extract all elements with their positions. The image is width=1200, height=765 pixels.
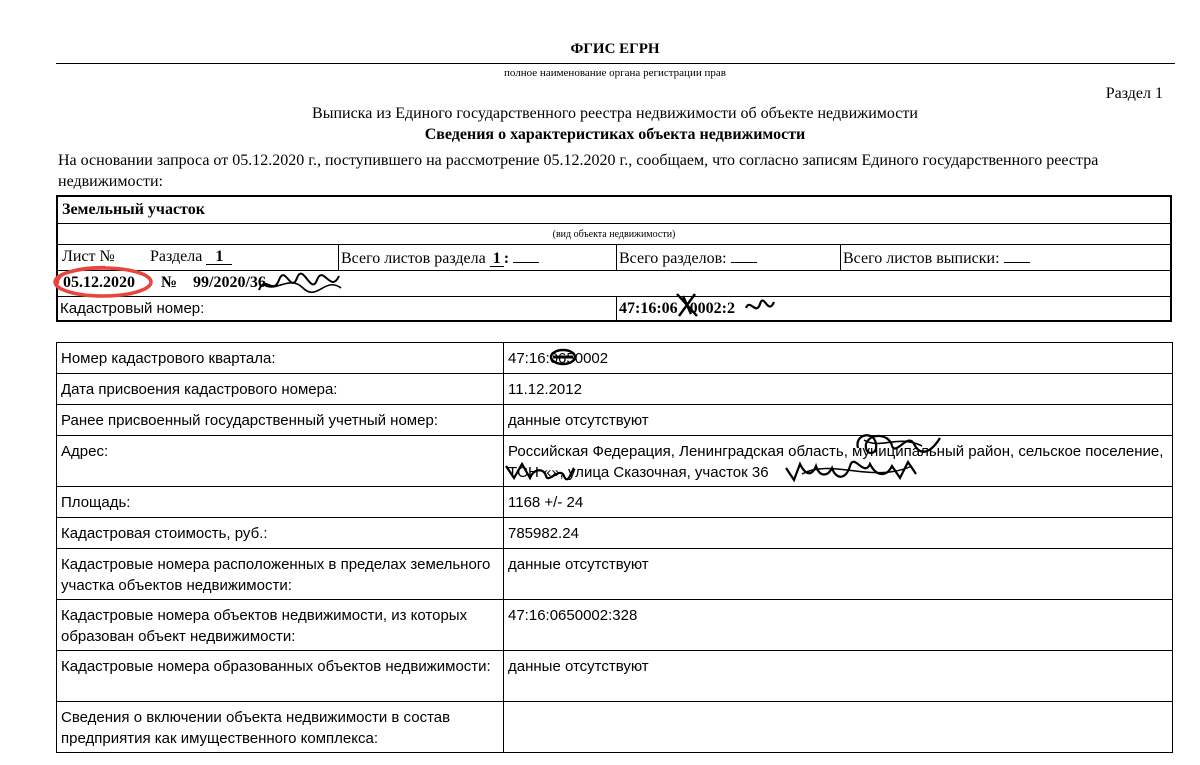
document-title: Выписка из Единого государственного реестра недвижимости об объекте недвижимости xyxy=(312,105,918,122)
extract-date: 05.12.2020 xyxy=(63,274,135,291)
row-value xyxy=(504,702,1173,753)
row-key: Площадь: xyxy=(57,487,504,518)
cadastral-label-cell xyxy=(58,297,617,320)
cadastral-value-part-2: 0002:2 xyxy=(689,300,735,317)
cadastral-row xyxy=(58,297,1170,320)
table-row xyxy=(57,405,1173,436)
section-value: 1 xyxy=(206,249,232,265)
cadastral-label: Кадастровый номер: xyxy=(60,300,205,317)
total-sheets-value: 1 xyxy=(490,251,504,267)
row-key: Кадастровая стоимость, руб.: xyxy=(57,518,504,549)
cadastral-value-wrap xyxy=(619,300,735,318)
row-key: Адрес: xyxy=(57,436,504,487)
table-row xyxy=(57,600,1173,651)
date-number-row xyxy=(58,271,1170,297)
object-type-row xyxy=(58,197,1170,224)
extract-number: 99/2020/36 xyxy=(193,274,266,291)
row-key: Кадастровые номера расположенных в пределах земельного участка объектов недвижимости: xyxy=(57,549,504,600)
section-number: Раздел 1 xyxy=(1105,85,1163,102)
total-extract-label: Всего листов выписки: xyxy=(843,250,1000,267)
object-type-caption: (вид объекта недвижимости) xyxy=(552,229,676,240)
total-sheets-cell xyxy=(339,245,617,270)
table-row xyxy=(57,518,1173,549)
table-row xyxy=(57,702,1173,753)
object-type-caption-row xyxy=(58,224,1170,245)
row-key: Номер кадастрового квартала: xyxy=(57,343,504,374)
sheet-info-row xyxy=(58,245,1170,271)
row-value: 785982.24 xyxy=(504,518,1173,549)
table-row xyxy=(57,487,1173,518)
header-rule xyxy=(56,63,1175,64)
document-subtitle: Сведения о характеристиках объекта недвижимости xyxy=(424,126,806,143)
characteristics-table xyxy=(56,342,1173,753)
table-row xyxy=(57,549,1173,600)
object-header-box xyxy=(56,195,1172,322)
total-sections-cell xyxy=(617,245,841,270)
row-value: данные отсутствуют xyxy=(504,549,1173,600)
number-sign: № xyxy=(161,274,178,291)
row-key: Кадастровые номера образованных объектов недвижимости: xyxy=(57,651,504,702)
table-row xyxy=(57,651,1173,702)
section-label: Раздела xyxy=(150,248,203,265)
intro-paragraph: На основании запроса от 05.12.2020 г., поступившего на рассмотрение 05.12.2020 г., сообщаем, что согласно записям Единого государственного реестра недвижимости: xyxy=(58,152,1099,190)
row-value: 47:16:0650002 xyxy=(504,343,1173,374)
total-sheets-blank xyxy=(513,248,539,263)
total-sections-wrap xyxy=(619,248,757,268)
row-key: Дата присвоения кадастрового номера: xyxy=(57,374,504,405)
row-value: данные отсутствуют xyxy=(504,405,1173,436)
row-key: Сведения о включении объекта недвижимости в состав предприятия как имущественного комплекса: xyxy=(57,702,504,753)
table-row xyxy=(57,436,1173,487)
table-row xyxy=(57,374,1173,405)
row-value: 47:16:0650002:328 xyxy=(504,600,1173,651)
row-key: Кадастровые номера объектов недвижимости, из которых образован объект недвижимости: xyxy=(57,600,504,651)
total-sections-blank xyxy=(731,248,757,263)
total-sheets-wrap: Всего листов раздела 1 : xyxy=(341,248,539,268)
table-row xyxy=(57,343,1173,374)
cadastral-value-cell xyxy=(617,297,1170,320)
sheet-label: Лист № xyxy=(62,248,115,265)
object-type: Земельный участок xyxy=(62,201,205,218)
row-value: 1168 +/- 24 xyxy=(504,487,1173,518)
total-sheets-label: Всего листов раздела xyxy=(341,250,486,267)
total-extract-blank xyxy=(1004,248,1030,263)
total-sections-label: Всего разделов: xyxy=(619,250,727,267)
row-value: Российская Федерация, Ленинградская область, муниципальный район, сельское поселение, ТСН «», улица Сказочная, участок 36 xyxy=(504,436,1173,487)
sheet-cell xyxy=(58,245,339,270)
section-label-wrap xyxy=(150,248,232,266)
registry-caption: полное наименование органа регистрации прав xyxy=(504,67,726,79)
total-extract-cell xyxy=(841,245,1170,270)
registry-name: ФГИС ЕГРН xyxy=(570,41,660,57)
row-key: Ранее присвоенный государственный учетный номер: xyxy=(57,405,504,436)
row-value: данные отсутствуют xyxy=(504,651,1173,702)
row-value: 11.12.2012 xyxy=(504,374,1173,405)
cadastral-value-part-1: 47:16:06 xyxy=(619,300,678,317)
total-extract-wrap xyxy=(843,248,1030,268)
